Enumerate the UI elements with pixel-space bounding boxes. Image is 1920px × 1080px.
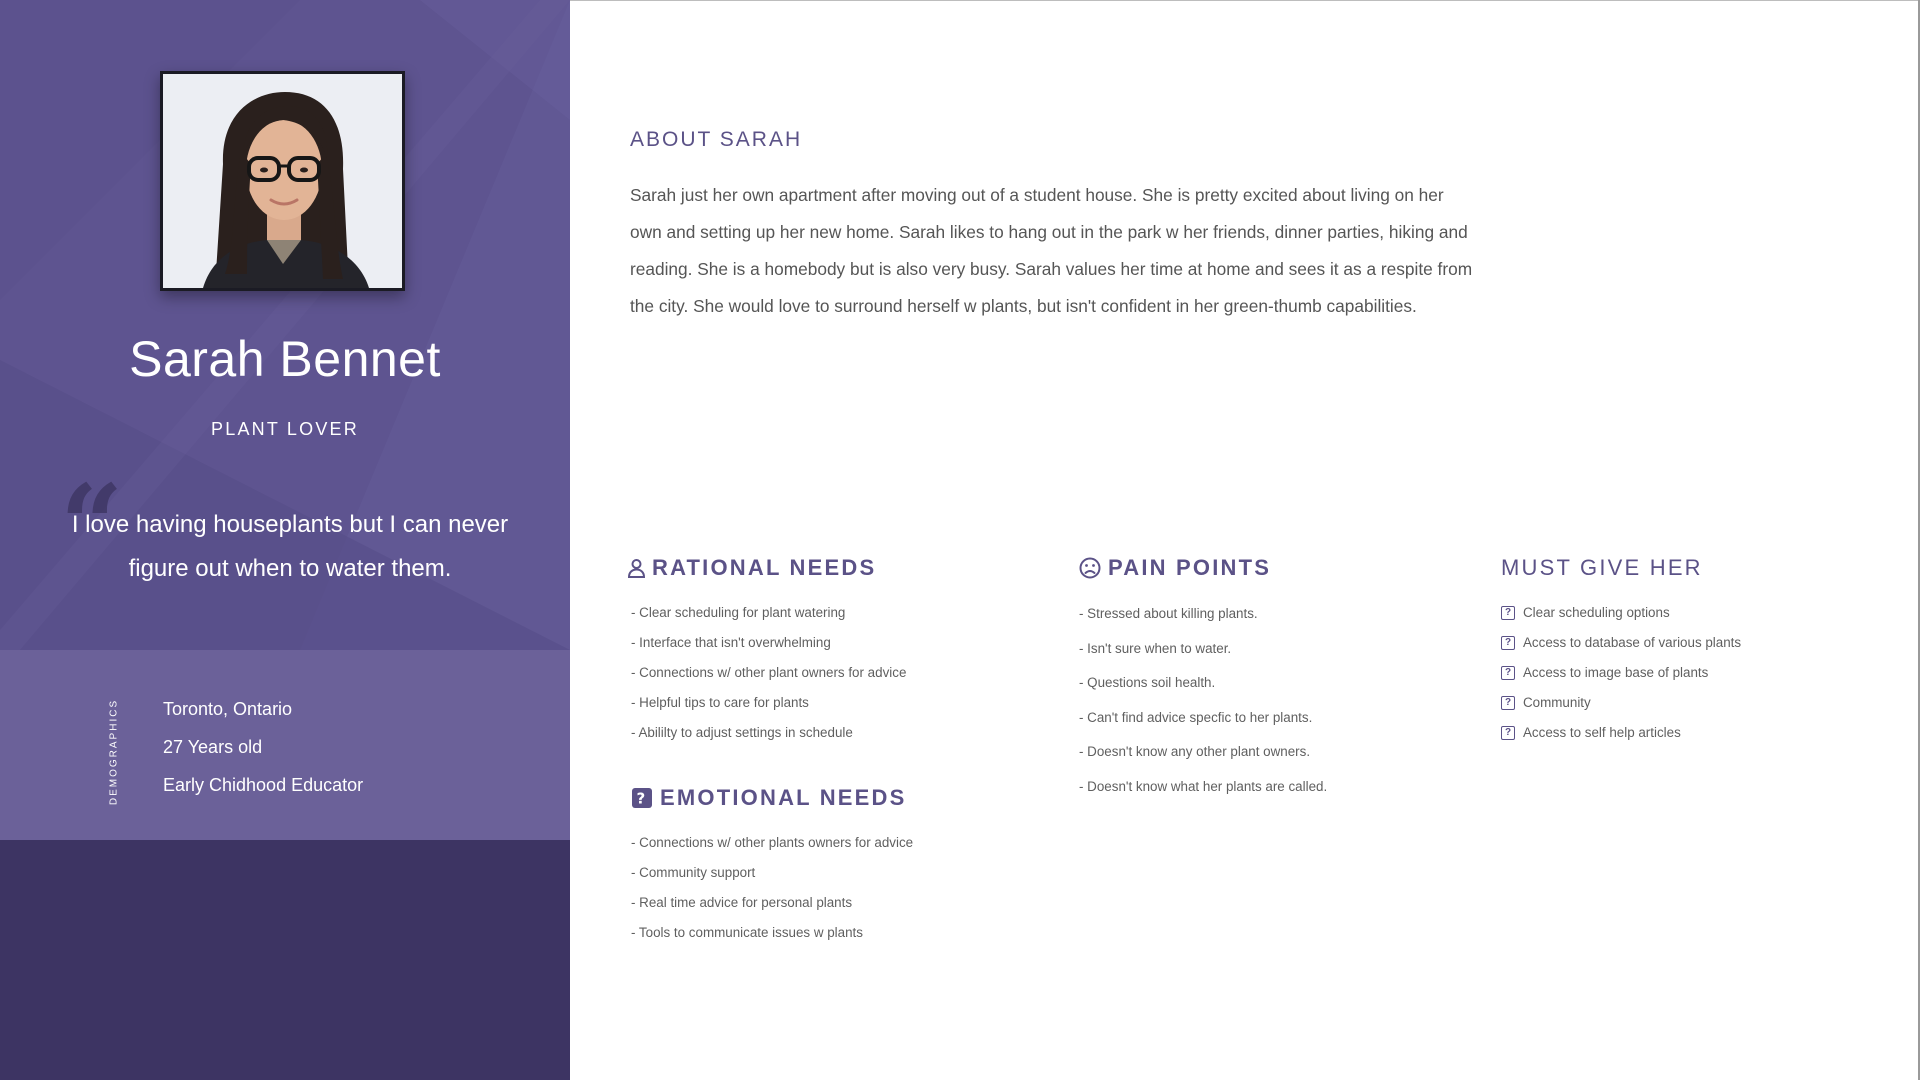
- list-item: - Abililty to adjust settings in schedule: [631, 725, 853, 740]
- person-icon: [628, 558, 645, 578]
- profile-photo-frame: [160, 71, 405, 291]
- list-item: - Connections w/ other plants owners for advice: [631, 835, 914, 850]
- emotional-needs-heading: [631, 785, 907, 811]
- question-box-icon: ?: [1501, 726, 1515, 740]
- list-item: - Clear scheduling for plant watering: [631, 605, 846, 620]
- svg-text:?: ?: [636, 789, 648, 808]
- top-border: [570, 0, 1920, 1]
- must-give-list: [1501, 598, 1741, 748]
- list-item: - Interface that isn't overwhelming: [631, 635, 831, 650]
- list-item: [1501, 658, 1741, 688]
- list-item: - Helpful tips to care for plants: [631, 695, 809, 710]
- list-item: [1501, 688, 1741, 718]
- demographics-label: DEMOGRAPHICS: [108, 698, 120, 806]
- rational-needs-title: RATIONAL NEEDS: [652, 555, 877, 580]
- list-item-label: Community: [1523, 695, 1591, 710]
- list-item: - Connections w/ other plant owners for advice: [631, 665, 907, 680]
- list-item: - Doesn't know what her plants are called.: [1079, 778, 1328, 794]
- pain-points-title: PAIN POINTS: [1108, 555, 1272, 580]
- question-box-icon: ?: [1501, 666, 1515, 680]
- question-box-icon: ?: [1501, 636, 1515, 650]
- list-item: [1501, 628, 1741, 658]
- about-heading: ABOUT SARAH: [630, 128, 803, 151]
- about-text: Sarah just her own apartment after moving out of a student house. She is pretty excited about living on her own and setting up her new home. Sarah likes to hang out in the park w her friends, dinner parties, hiking and reading. She is a homebody but is also very busy. Sarah values her time at home and sees it as a respite from the city. She would love to surround herself w plants, but isn't confident in her green-thumb capabilities.: [630, 185, 1473, 316]
- emotional-needs-title: EMOTIONAL NEEDS: [660, 785, 907, 810]
- demographic-age: 27 Years old: [163, 737, 263, 757]
- demographic-location: Toronto, Ontario: [163, 699, 293, 719]
- question-box-icon: ?: [1501, 606, 1515, 620]
- question-box-icon: ?: [1501, 696, 1515, 710]
- portrait-image: [163, 74, 402, 288]
- list-item: [1501, 598, 1741, 628]
- question-box-icon: [631, 787, 653, 809]
- must-give-heading: [1501, 555, 1703, 581]
- demographics-list: [163, 690, 363, 804]
- persona-quote: I love having houseplants but I can never figure out when to water them.: [71, 511, 509, 582]
- list-item: - Community support: [631, 865, 756, 880]
- list-item-label: Access to self help articles: [1523, 725, 1681, 740]
- profile-panel: [0, 0, 570, 1080]
- list-item-label: Access to image base of plants: [1523, 665, 1709, 680]
- persona-name: Sarah Bennet: [129, 331, 441, 387]
- list-item: - Isn't sure when to water.: [1079, 640, 1232, 656]
- persona-role: PLANT LOVER: [211, 419, 359, 439]
- profile-hero: [0, 0, 570, 650]
- list-item-label: Clear scheduling options: [1523, 605, 1670, 620]
- list-item: - Tools to communicate issues w plants: [631, 925, 863, 940]
- list-item: - Can't find advice specfic to her plants.: [1079, 709, 1313, 725]
- list-item: - Questions soil health.: [1079, 675, 1216, 691]
- pain-points-list: [1079, 597, 1327, 805]
- list-item: - Stressed about killing plants.: [1079, 606, 1258, 621]
- sad-face-icon: [1079, 557, 1101, 579]
- quote-mark-icon: “: [60, 460, 124, 589]
- list-item: [1501, 718, 1741, 748]
- pain-points-heading: [1079, 555, 1271, 581]
- demographic-occupation: Early Chidhood Educator: [163, 775, 364, 795]
- rational-needs-list: [631, 598, 906, 748]
- list-item-label: Access to database of various plants: [1523, 635, 1742, 650]
- profile-photo: [163, 74, 402, 288]
- emotional-needs-list: [631, 828, 913, 948]
- must-give-title: MUST GIVE HER: [1501, 555, 1703, 580]
- rational-needs-heading: [628, 555, 876, 581]
- list-item: - Real time advice for personal plants: [631, 895, 853, 910]
- list-item: - Doesn't know any other plant owners.: [1079, 744, 1311, 760]
